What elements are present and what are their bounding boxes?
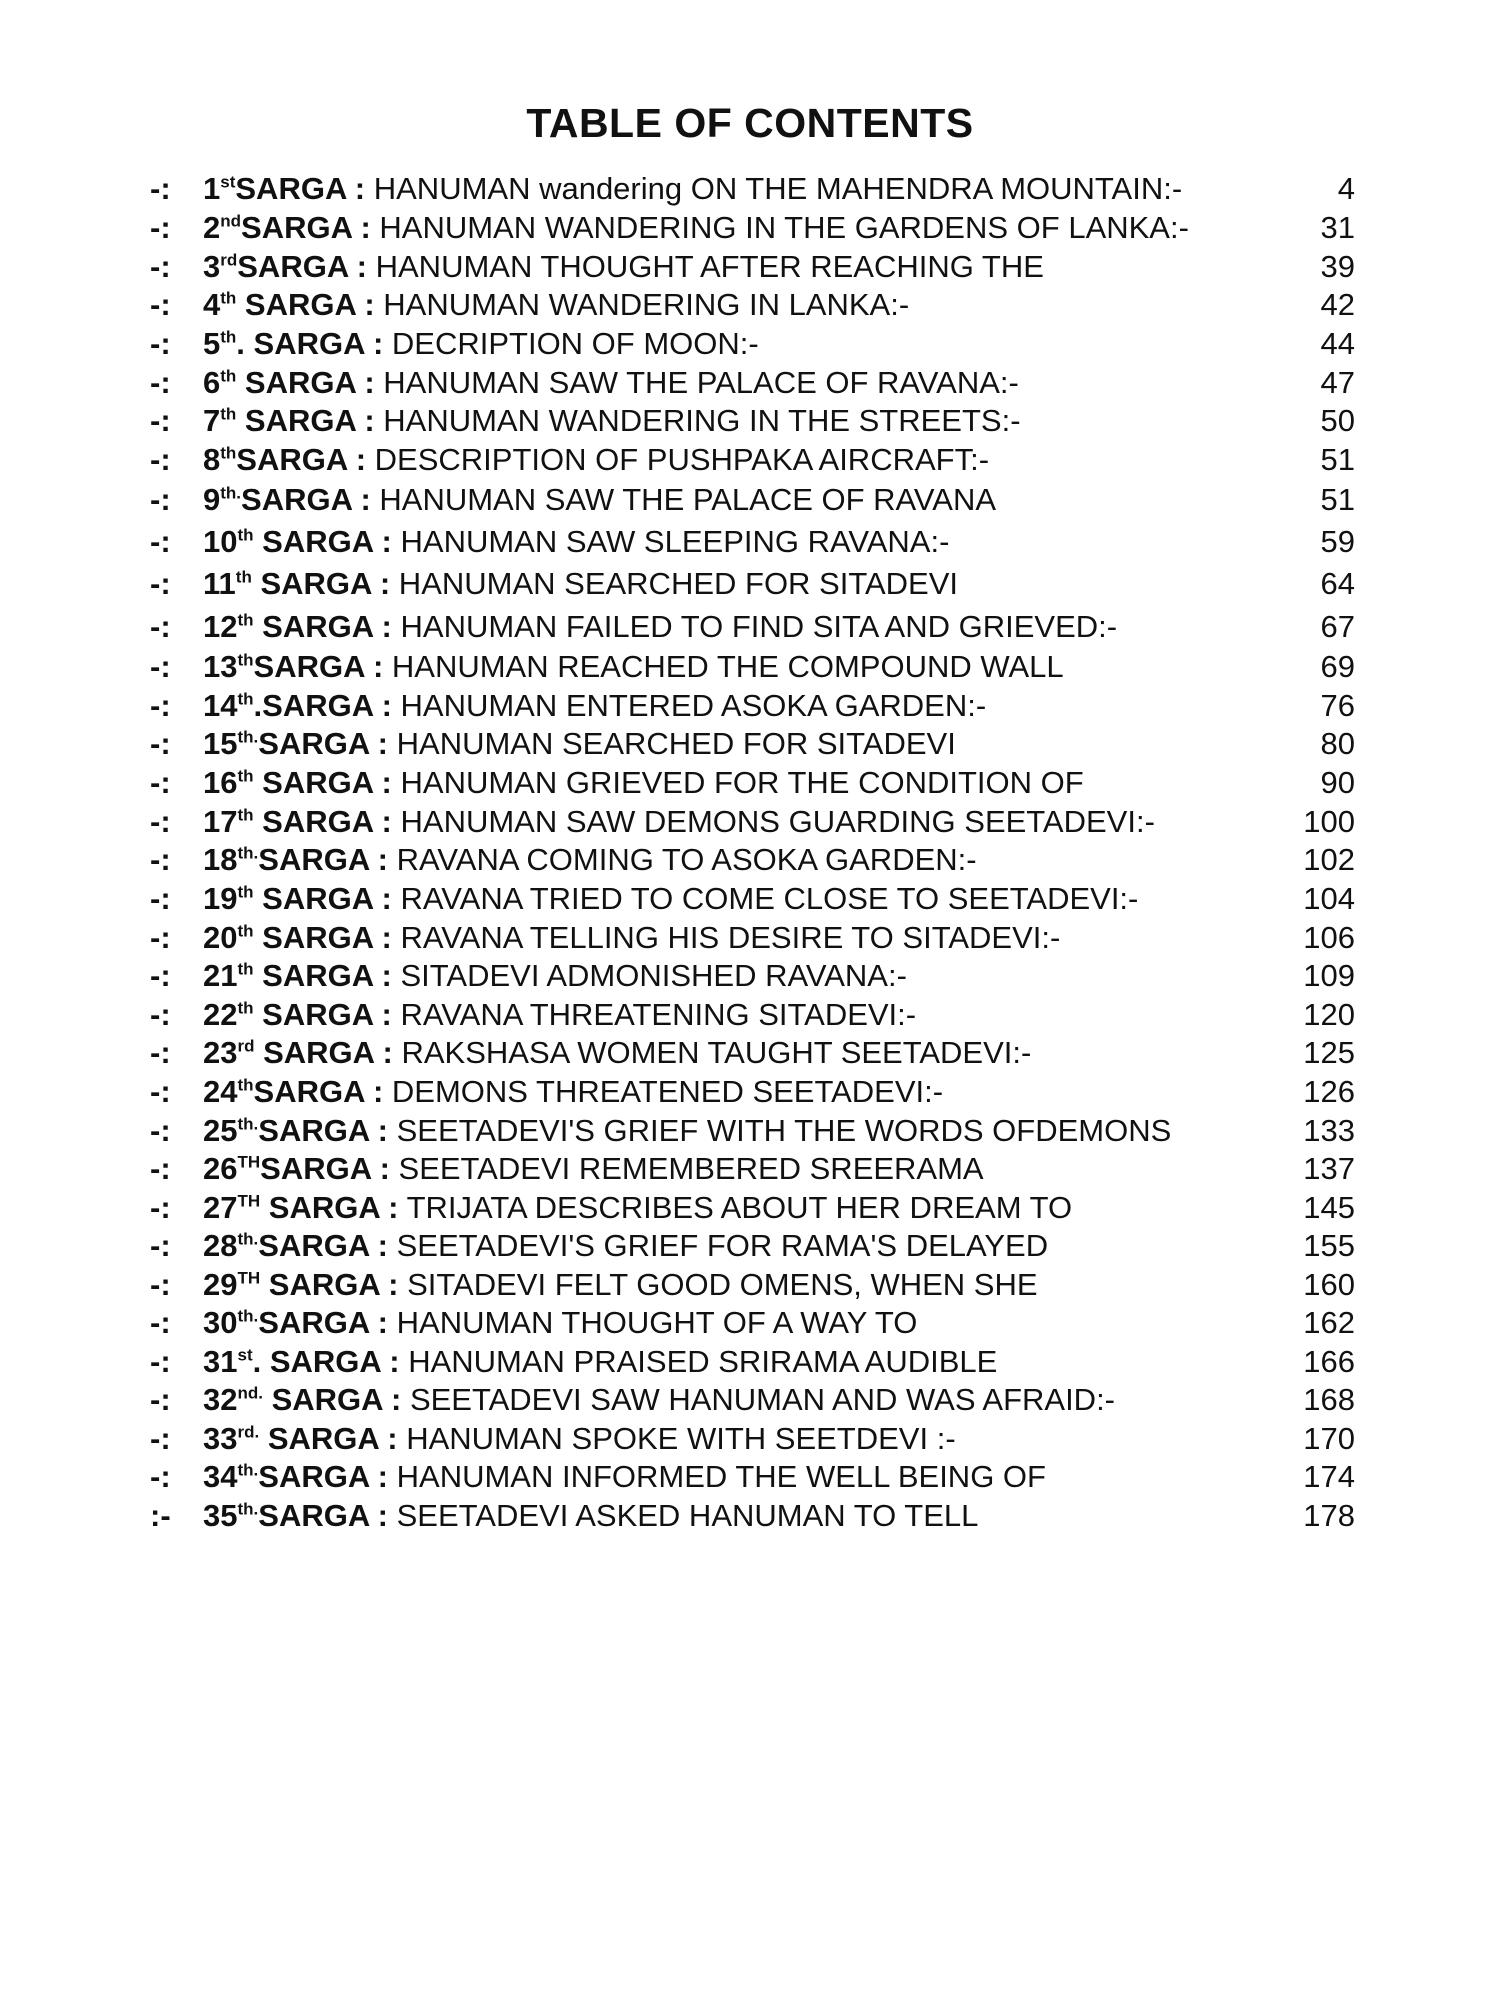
toc-entry-number: 30	[203, 1305, 238, 1340]
toc-entry-label: SARGA :	[258, 1228, 389, 1263]
toc-entry-page-number: 106	[1303, 919, 1355, 955]
toc-entry-number: 16	[203, 765, 238, 800]
toc-entry-description: RAVANA THREATENING SITADEVI:-	[391, 996, 917, 1032]
toc-entry-page-number: 133	[1303, 1112, 1355, 1148]
toc-entry-label: SARGA :	[262, 687, 392, 723]
toc-entry-marker: -:	[150, 996, 171, 1032]
toc-entry-label: SARGA :	[260, 1266, 399, 1302]
toc-entry-ordinal-suffix: th	[220, 288, 237, 308]
toc-entry-number: 26	[203, 1151, 238, 1186]
toc-entry-page-number: 100	[1303, 803, 1355, 839]
toc-entry-page-number: 178	[1303, 1498, 1355, 1533]
toc-entry-description: HANUMAN INFORMED THE WELL BEING OF	[388, 1459, 1046, 1494]
toc-entry-marker: -:	[150, 209, 171, 245]
toc-entry-description: DEMONS THREATENED SEETADEVI:-	[383, 1073, 944, 1109]
toc-entry-description: SITADEVI FELT GOOD OMENS, WHEN SHE	[398, 1266, 1038, 1302]
toc-entry-page-number: 174	[1303, 1459, 1355, 1494]
toc-entry-number: 33	[203, 1421, 238, 1456]
toc-entry-ordinal-suffix: th.	[237, 1460, 259, 1480]
toc-entry-label: SARGA :	[262, 1382, 402, 1417]
toc-entry-label: SARGA :	[258, 1498, 389, 1533]
toc-entry-number: 31	[203, 1343, 238, 1379]
toc-entry-page-number: 51	[1320, 482, 1355, 517]
toc-entry-ordinal-suffix: th	[220, 404, 237, 424]
toc-entry-label: SARGA :	[253, 649, 384, 684]
toc-entry-description: HANUMAN PRAISED SRIRAMA AUDIBLE	[399, 1343, 998, 1379]
toc-entry-ordinal-suffix: TH	[237, 1152, 261, 1172]
toc-entry-label: SARGA :	[258, 842, 389, 877]
toc-entry-ordinal-suffix: th	[237, 921, 254, 941]
toc-entry-number: 20	[203, 919, 238, 955]
toc-entry-marker: -:	[150, 248, 171, 284]
toc-entry-page-number: 104	[1303, 880, 1355, 916]
toc-entry-description: HANUMAN GRIEVED FOR THE CONDITION OF	[391, 765, 1084, 800]
toc-entry-number: 27	[203, 1189, 238, 1225]
toc-entry-ordinal-suffix: th	[235, 567, 252, 587]
toc-entry-ordinal-suffix: th	[220, 327, 237, 347]
toc-entry-marker: -:	[150, 1228, 171, 1263]
toc-entry-ordinal-suffix: nd.	[237, 1383, 263, 1403]
toc-entry-text	[203, 1492, 1283, 1540]
toc-entry-description: RAVANA COMING TO ASOKA GARDEN:-	[388, 842, 977, 877]
toc-entry-label: SARGA :	[253, 803, 392, 839]
toc-entry-page-number: 42	[1320, 287, 1355, 322]
toc-entry-description: HANUMAN FAILED TO FIND SITA AND GRIEVED:-	[391, 609, 1118, 644]
toc-entry-label: SARGA :	[253, 609, 392, 644]
toc-entry-description: SITADEVI ADMONISHED RAVANA:-	[391, 958, 907, 993]
toc-entry-ordinal-suffix: th.	[237, 1229, 259, 1249]
toc-entry-number: 15	[203, 726, 238, 761]
toc-entry-label: SARGA :	[253, 765, 392, 800]
toc-entry-page-number: 44	[1320, 326, 1355, 361]
toc-entry-number: 1	[203, 171, 221, 206]
toc-entry-number: 18	[203, 842, 238, 877]
toc-entry-label: SARGA :	[253, 919, 392, 955]
toc-entry-ordinal-suffix: th.	[237, 1499, 259, 1519]
toc-entry-page-number: 59	[1320, 523, 1355, 559]
toc-entry-marker: -:	[150, 880, 171, 916]
toc-entry-ordinal-suffix: th	[237, 766, 254, 786]
toc-entry	[0, 1492, 1500, 1540]
toc-entry-page-number: 90	[1320, 765, 1355, 800]
toc-entry-marker: -:	[150, 1266, 171, 1302]
toc-entry-description: HANUMAN REACHED THE COMPOUND WALL	[383, 649, 1064, 684]
toc-entry-label: SARGA :	[258, 726, 389, 761]
toc-entry-page-number: 145	[1303, 1189, 1355, 1225]
toc-entry-label: SARGA :	[253, 996, 392, 1032]
toc-entry-description: HANUMAN wandering ON THE MAHENDRA MOUNTAIN:-	[365, 171, 1183, 206]
toc-entry-text	[203, 518, 1283, 566]
toc-entry-marker: -:	[150, 803, 171, 839]
toc-entry-marker: -:	[150, 287, 171, 322]
toc-entry-description: HANUMAN THOUGHT OF A WAY TO	[388, 1305, 918, 1340]
toc-entry-ordinal-suffix: th.	[237, 727, 259, 747]
toc-entry-ordinal-suffix: th	[220, 443, 237, 463]
toc-entry-label: SARGA :	[241, 482, 371, 517]
toc-entry-label: SARGA :	[253, 523, 392, 559]
toc-entry-description: HANUMAN WANDERING IN THE STREETS:-	[374, 403, 1021, 438]
toc-entry-label: SARGA :	[236, 364, 375, 400]
toc-entry-description: HANUMAN ENTERED ASOKA GARDEN:-	[391, 687, 987, 723]
toc-entry-number: 8	[203, 441, 221, 477]
toc-entry-description: HANUMAN SAW THE PALACE OF RAVANA:-	[374, 364, 1019, 400]
toc-entry-description: RAKSHASA WOMEN TAUGHT SEETADEVI:-	[392, 1035, 1032, 1070]
toc-entry-marker: -:	[150, 523, 171, 559]
toc-entry-ordinal-suffix: th	[237, 650, 254, 670]
toc-entry-number: 3	[203, 248, 221, 284]
toc-entry-marker: -:	[150, 1112, 171, 1148]
toc-entry-ordinal-suffix: th	[237, 882, 254, 902]
toc-entry-label: SARGA :	[251, 566, 391, 601]
toc-entry-page-number: 125	[1303, 1035, 1355, 1070]
toc-entry-description: DESCRIPTION OF PUSHPAKA AIRCRAFT:-	[366, 441, 990, 477]
toc-entry-label: SARGA :	[258, 1112, 389, 1148]
toc-entry-marker: -:	[150, 403, 171, 438]
toc-entry-description: HANUMAN WANDERING IN THE GARDENS OF LANKA:-	[370, 209, 1189, 245]
toc-entry-marker: -:	[150, 566, 171, 601]
toc-entry-description: SEETADEVI'S GRIEF FOR RAMA'S DELAYED	[388, 1228, 1049, 1263]
toc-entry-description: HANUMAN THOUGHT AFTER REACHING THE	[367, 248, 1044, 284]
toc-entry-page-number: 4	[1337, 171, 1355, 206]
toc-entry-number: 23	[203, 1035, 238, 1070]
toc-entry-ordinal-suffix: rd	[220, 250, 238, 270]
toc-entry-marker: -:	[150, 1343, 171, 1379]
toc-entry-page-number: 50	[1320, 403, 1355, 438]
toc-entry-number: 17	[203, 803, 238, 839]
toc-entry-ordinal-suffix: rd	[237, 1036, 255, 1056]
toc-entry-number: 10	[203, 523, 238, 559]
toc-entry-number: 25	[203, 1112, 238, 1148]
toc-entry-number: 4	[203, 287, 221, 322]
toc-entry-label: SARGA :	[241, 209, 371, 245]
toc-entry-description: RAVANA TRIED TO COME CLOSE TO SEETADEVI:-	[391, 880, 1139, 916]
toc-entry-number: 19	[203, 880, 238, 916]
toc-entry-ordinal-suffix: th.	[220, 483, 242, 503]
toc-entry-number: 22	[203, 996, 238, 1032]
toc-entry-ordinal-suffix: th	[237, 959, 254, 979]
toc-entry-page-number: 51	[1320, 441, 1355, 477]
toc-entry-page-number: 155	[1303, 1228, 1355, 1263]
toc-entry-marker: -:	[150, 1073, 171, 1109]
toc-entry-number: 28	[203, 1228, 238, 1263]
toc-entry-number: 35	[203, 1498, 238, 1533]
toc-entry-page-number: 76	[1320, 687, 1355, 723]
toc-entry-description: HANUMAN WANDERING IN LANKA:-	[374, 287, 910, 322]
toc-entry-marker: -:	[150, 958, 171, 993]
toc-entry-label: SARGA :	[244, 326, 384, 361]
toc-entry-ordinal-suffix: st	[237, 1345, 253, 1365]
toc-entry-label: SARGA :	[235, 171, 366, 206]
toc-entry-description: SEETADEVI'S GRIEF WITH THE WORDS OFDEMONS	[388, 1112, 1172, 1148]
toc-entry-ordinal-suffix: th	[237, 689, 254, 709]
toc-entry-page-number: 137	[1303, 1151, 1355, 1186]
toc-entry-label: SARGA :	[253, 880, 392, 916]
toc-entry-description: HANUMAN SAW SLEEPING RAVANA:-	[391, 523, 950, 559]
toc-entry-description: RAVANA TELLING HIS DESIRE TO SITADEVI:-	[391, 919, 1061, 955]
toc-entry-marker: -:	[150, 1305, 171, 1340]
toc-entry-marker: :-	[150, 1498, 171, 1533]
toc-entry-marker: -:	[150, 441, 171, 477]
toc-entry-number: 34	[203, 1459, 238, 1494]
toc-entry-number: 21	[203, 958, 238, 993]
toc-entry-ordinal-suffix: nd	[220, 211, 242, 231]
toc-entry	[0, 560, 1500, 608]
toc-entry-ordinal-suffix: th	[237, 610, 254, 630]
toc-entry-label: SARGA :	[253, 1073, 384, 1109]
toc-entry-page-number: 64	[1320, 566, 1355, 601]
toc-entry-number: 24	[203, 1073, 238, 1109]
toc-entry-marker: -:	[150, 1035, 171, 1070]
toc-entry-label: SARGA :	[237, 248, 367, 284]
toc-entry-separator: .	[252, 1343, 262, 1379]
toc-entry-marker: -:	[150, 1421, 171, 1456]
toc-entry-number: 9	[203, 482, 221, 517]
toc-entry-marker: -:	[150, 1382, 171, 1417]
toc-entry-label: SARGA :	[253, 958, 392, 993]
toc-entry-marker: -:	[150, 842, 171, 877]
toc-title: TABLE OF CONTENTS	[526, 100, 974, 146]
toc-entry-marker: -:	[150, 1151, 171, 1186]
toc-entry-number: 2	[203, 209, 221, 245]
toc-entry-number: 11	[203, 566, 236, 601]
toc-entry-ordinal-suffix: th.	[237, 843, 259, 863]
toc-entry-label: SARGA :	[236, 403, 375, 438]
toc-entry-marker: -:	[150, 609, 171, 644]
toc-entry-description: DECRIPTION OF MOON:-	[383, 326, 759, 361]
toc-entry-page-number: 168	[1303, 1382, 1355, 1417]
toc-entry-number: 29	[203, 1266, 238, 1302]
toc-entry-label: SARGA :	[260, 1151, 390, 1186]
toc-entry-label: SARGA :	[259, 1421, 398, 1456]
toc-entry-ordinal-suffix: th.	[237, 1306, 259, 1326]
toc-entry-description: HANUMAN SAW DEMONS GUARDING SEETADEVI:-	[391, 803, 1155, 839]
toc-entry-number: 13	[203, 649, 238, 684]
toc-entry-marker: -:	[150, 171, 171, 206]
toc-entry-label: SARGA :	[236, 287, 375, 322]
toc-entry-page-number: 102	[1303, 842, 1355, 877]
toc-entry-page-number: 120	[1303, 996, 1355, 1032]
toc-entry-description: TRIJATA DESCRIBES ABOUT HER DREAM TO	[398, 1189, 1073, 1225]
toc-entry-description: HANUMAN SEARCHED FOR SITADEVI	[388, 726, 956, 761]
toc-entry-label: SARGA :	[254, 1035, 393, 1070]
toc-entry-label: SARGA :	[258, 1305, 389, 1340]
toc-entry-number: 32	[203, 1382, 238, 1417]
toc-entry-marker: -:	[150, 326, 171, 361]
toc-entry	[0, 518, 1500, 566]
toc-entry-ordinal-suffix: TH	[237, 1268, 261, 1288]
toc-entry-page-number: 126	[1303, 1073, 1355, 1109]
toc-entry-description: HANUMAN SEARCHED FOR SITADEVI	[390, 566, 959, 601]
toc-entry-page-number: 170	[1303, 1421, 1355, 1456]
toc-entry-marker: -:	[150, 364, 171, 400]
toc-entry-separator: .	[236, 326, 245, 361]
toc-entry-page-number: 109	[1303, 958, 1355, 993]
toc-entry-page-number: 31	[1320, 209, 1355, 245]
toc-entry-ordinal-suffix: th	[220, 366, 237, 386]
toc-entry-number: 12	[203, 609, 238, 644]
toc-entry-page-number: 160	[1303, 1266, 1355, 1302]
toc-entry-description: SEETADEVI SAW HANUMAN AND WAS AFRAID:-	[401, 1382, 1116, 1417]
toc-entry-label: SARGA :	[261, 1343, 400, 1379]
toc-entry-page-number: 47	[1320, 364, 1355, 400]
toc-entry-label: SARGA :	[258, 1459, 389, 1494]
toc-entry-separator: .	[253, 687, 263, 723]
toc-entry-number: 7	[203, 403, 221, 438]
toc-entry-ordinal-suffix: TH	[237, 1191, 261, 1211]
toc-entry-number: 5	[203, 326, 221, 361]
toc-entry-ordinal-suffix: th	[237, 998, 254, 1018]
toc-entry-marker: -:	[150, 482, 171, 517]
toc-entry-marker: -:	[150, 687, 171, 723]
toc-entry-page-number: 166	[1303, 1343, 1355, 1379]
toc-entry-ordinal-suffix: rd.	[237, 1422, 260, 1442]
toc-entry-marker: -:	[150, 726, 171, 761]
toc-entry-number: 14	[203, 687, 238, 723]
toc-entry-marker: -:	[150, 765, 171, 800]
toc-entry-marker: -:	[150, 1459, 171, 1494]
toc-entry-page-number: 67	[1320, 609, 1355, 644]
toc-entry-page-number: 69	[1320, 649, 1355, 684]
toc-entry-ordinal-suffix: th	[237, 525, 254, 545]
toc-entry-page-number: 162	[1303, 1305, 1355, 1340]
toc-entry-label: SARGA :	[260, 1189, 399, 1225]
toc-entry-description: SEETADEVI REMEMBERED SREERAMA	[389, 1151, 984, 1186]
toc-entry-ordinal-suffix: st	[220, 172, 236, 192]
toc-entry-description: HANUMAN SAW THE PALACE OF RAVANA	[370, 482, 997, 517]
toc-entry-marker: -:	[150, 919, 171, 955]
toc-entry-page-number: 39	[1320, 248, 1355, 284]
toc-entry-text	[203, 560, 1283, 608]
toc-entry-page-number: 80	[1320, 726, 1355, 761]
toc-entry-description: HANUMAN SPOKE WITH SEETDEVI :-	[397, 1421, 956, 1456]
toc-entry-description: SEETADEVI ASKED HANUMAN TO TELL	[388, 1498, 979, 1533]
toc-entry-marker: -:	[150, 1189, 171, 1225]
toc-entry-label: SARGA :	[236, 441, 367, 477]
toc-entry-ordinal-suffix: th.	[237, 1114, 259, 1134]
toc-entry-marker: -:	[150, 649, 171, 684]
toc-entry-ordinal-suffix: th	[237, 805, 254, 825]
toc-entry-number: 6	[203, 364, 221, 400]
toc-entry-ordinal-suffix: th	[237, 1075, 254, 1095]
